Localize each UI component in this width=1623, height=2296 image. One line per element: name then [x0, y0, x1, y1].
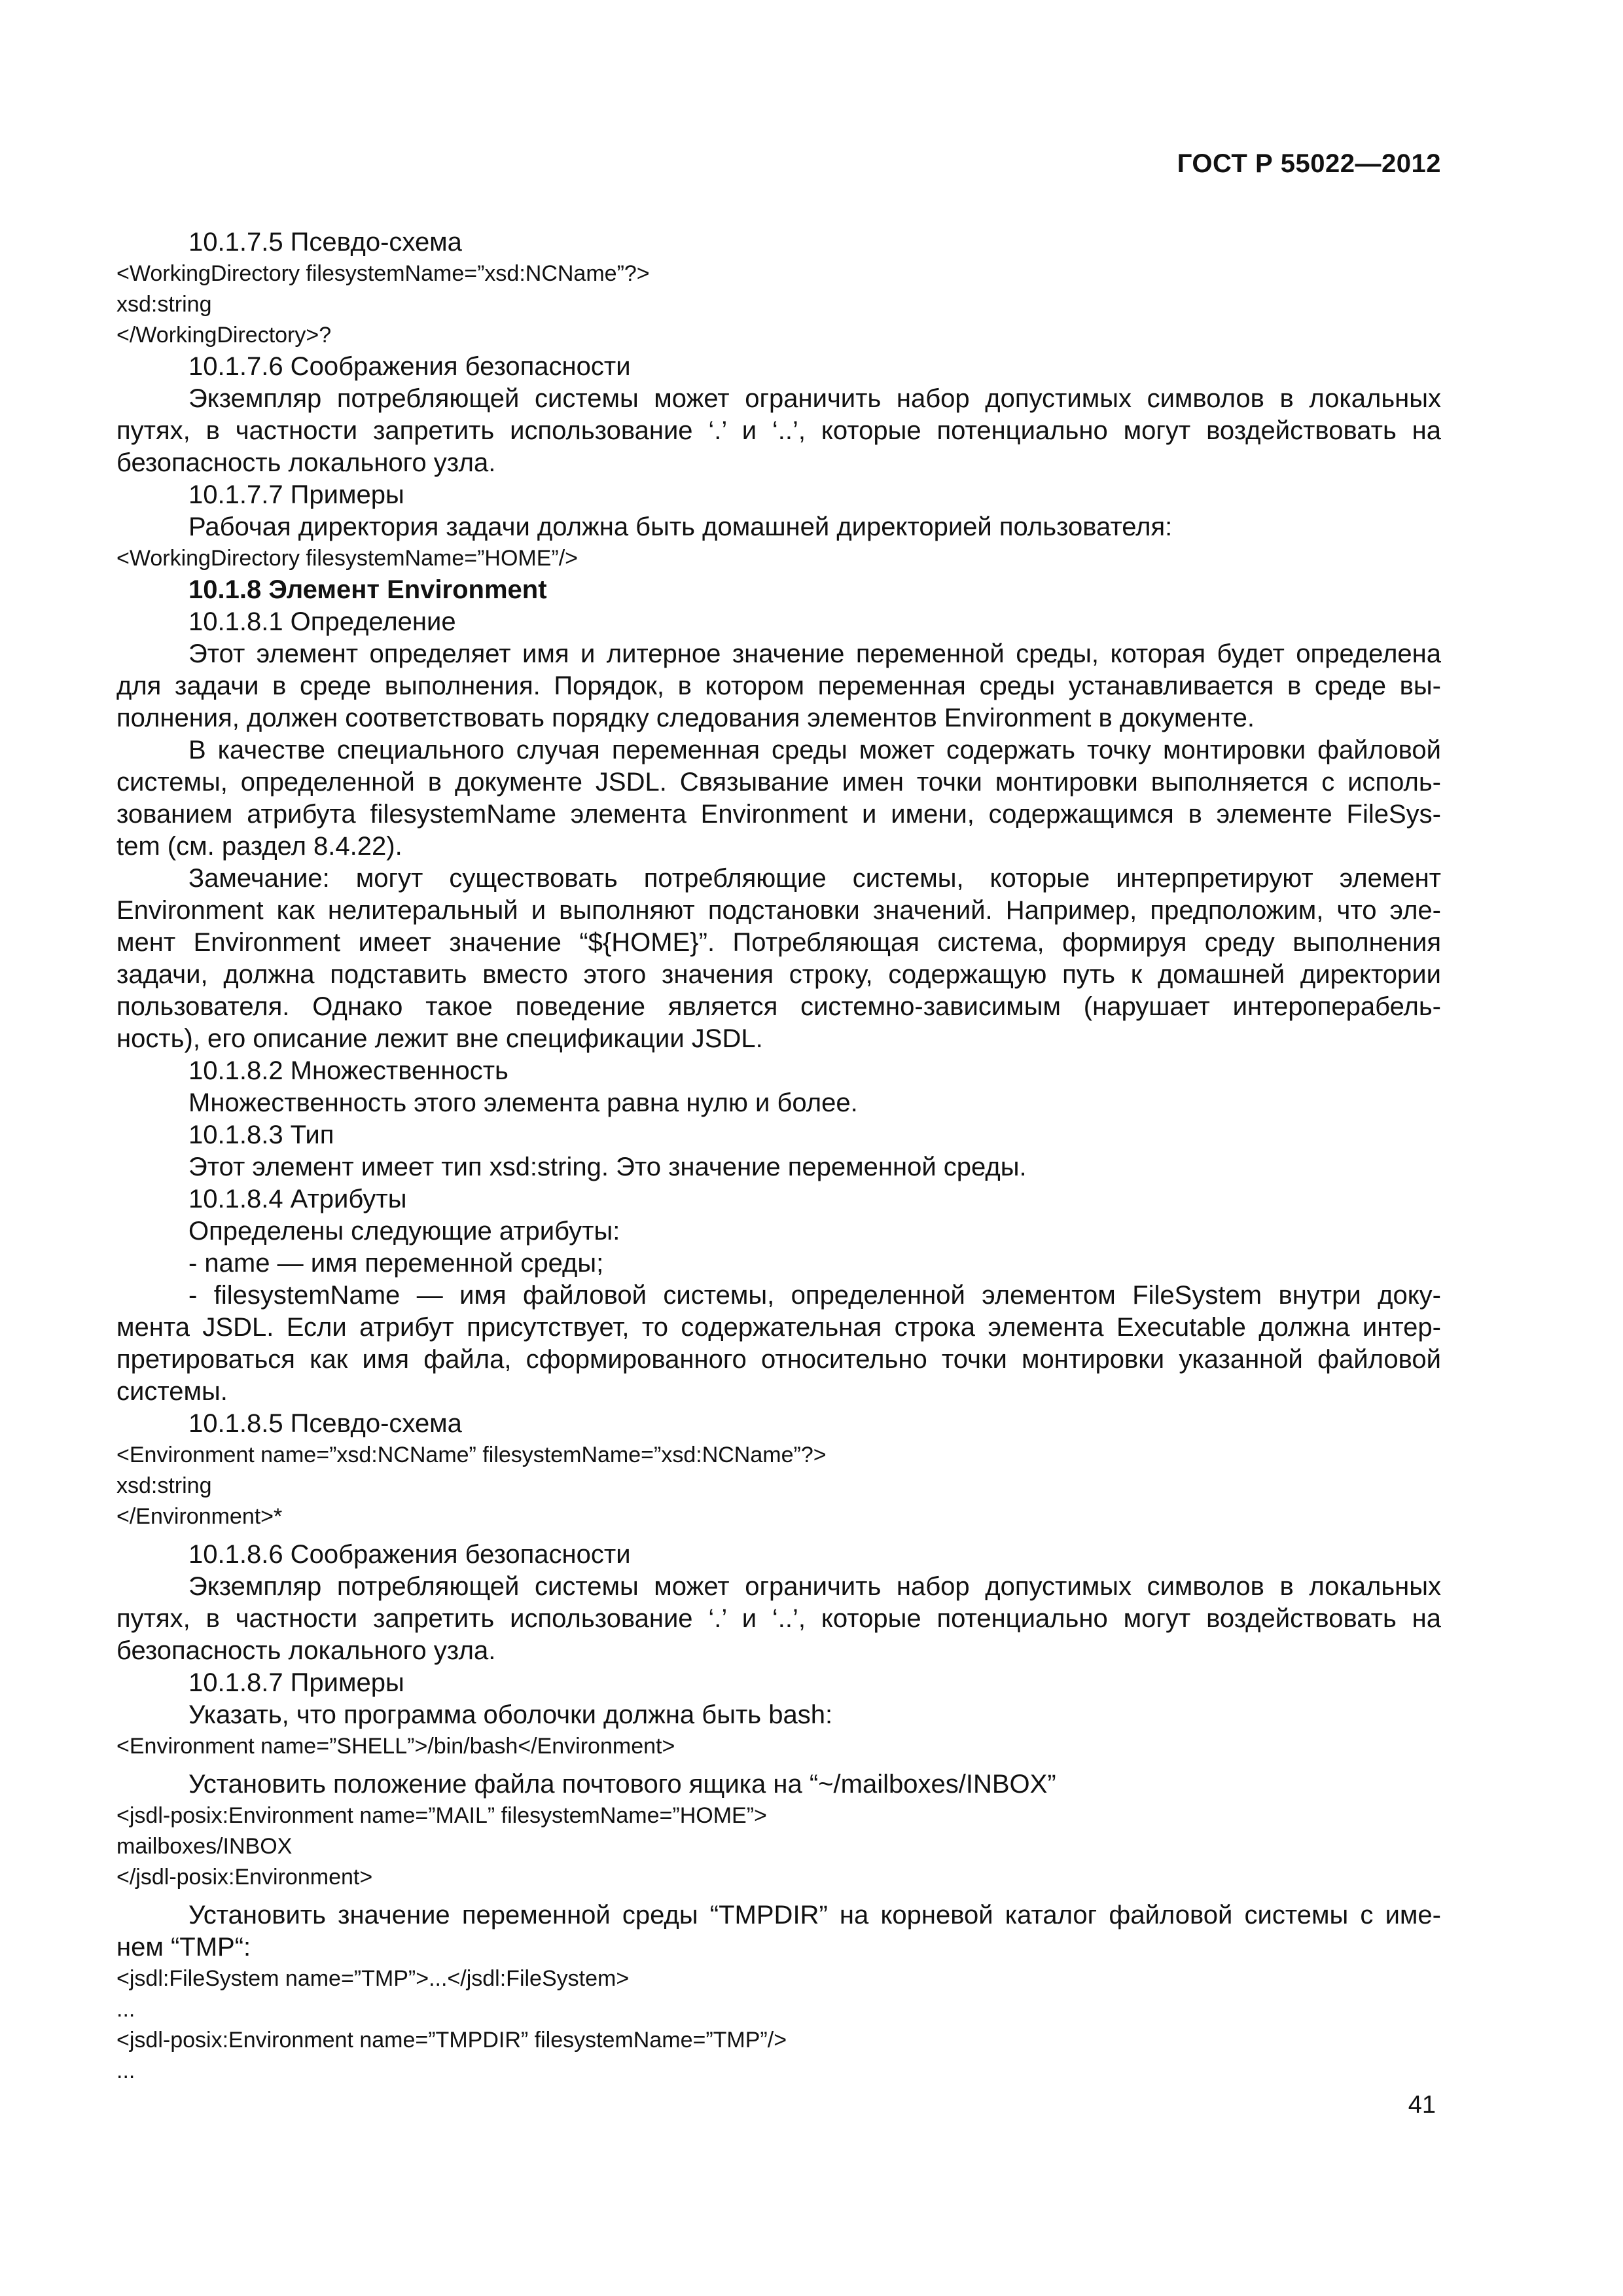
paragraph-line: Этот элемент определяет имя и литерное значение переменной среды, которая будет определена: [188, 639, 1441, 668]
code-line: mailboxes/INBOX: [116, 1834, 293, 1859]
indented-line: 10.1.8.7 Примеры: [188, 1668, 404, 1697]
paragraph-line: зованием атрибута filesystemName элемента Environment и имени, содержащимся в элементе FileSys-: [116, 800, 1441, 829]
code-line: <jsdl:FileSystem name=”TMP”>...</jsdl:FileSystem>: [116, 1966, 630, 1991]
paragraph-line: путях, в частности запретить использование ‘.’ и ‘..’, которые потенциально могут воздействовать на: [116, 416, 1441, 445]
paragraph-line: мент Environment имеет значение “${HOME}”. Потребляющая система, формируя среду выполнения: [116, 928, 1441, 957]
code-line: </WorkingDirectory>?: [116, 323, 332, 348]
paragraph-line: Установить значение переменной среды “TMPDIR” на корневой каталог файловой системы с име-: [188, 1901, 1441, 1929]
paragraph-line: Environment как нелитеральный и выполняют подстановки значений. Например, предположим, что эле-: [116, 896, 1441, 925]
paragraph-line: Экземпляр потребляющей системы может ограничить набор допустимых символов в локальных: [188, 384, 1441, 413]
indented-line: 10.1.8.6 Соображения безопасности: [188, 1540, 631, 1569]
document-body: [116, 226, 1441, 2087]
indented-line: Множественность этого элемента равна нулю и более.: [188, 1088, 858, 1117]
paragraph-line: задачи, должна подставить вместо этого значения строку, содержащую путь к домашней директории: [116, 960, 1441, 989]
spacer: [116, 1893, 1441, 1899]
code-line: <WorkingDirectory filesystemName=”xsd:NCName”?>: [116, 261, 650, 286]
spacer: [116, 1762, 1441, 1768]
indented-line: 10.1.8.3 Тип: [188, 1121, 334, 1149]
page-number: 41: [1408, 2091, 1436, 2119]
paragraph-line: Экземпляр потребляющей системы может ограничить набор допустимых символов в локальных: [188, 1572, 1441, 1601]
indented-line: 10.1.7.5 Псевдо-схема: [188, 228, 462, 257]
text-line: нем “TMP“:: [116, 1933, 251, 1962]
standard-designation: ГОСТ Р 55022—2012: [1177, 149, 1441, 178]
paragraph-line: пользователя. Однако такое поведение является системно-зависимым (нарушает интероперабель-: [116, 992, 1441, 1021]
code-line: xsd:string: [116, 1473, 212, 1498]
indented-line: 10.1.8.4 Атрибуты: [188, 1185, 407, 1213]
indented-line: 10.1.7.6 Соображения безопасности: [188, 352, 631, 381]
indented-line: 10.1.7.7 Примеры: [188, 480, 404, 509]
code-line: <Environment name=”xsd:NCName” filesystemName=”xsd:NCName”?>: [116, 1443, 827, 1467]
indented-line: Этот элемент имеет тип xsd:string. Это значение переменной среды.: [188, 1153, 1027, 1181]
indented-line: Рабочая директория задачи должна быть домашней директорией пользователя:: [188, 512, 1173, 541]
paragraph-line: для задачи в среде выполнения. Порядок, в котором переменная среды устанавливается в среде вы-: [116, 672, 1441, 700]
text-line: системы.: [116, 1377, 228, 1406]
indented-line: Установить положение файла почтового ящика на “~/mailboxes/INBOX”: [188, 1770, 1056, 1799]
indented-line: 10.1.8.5 Псевдо-схема: [188, 1409, 462, 1438]
code-line: ...: [116, 1997, 135, 2022]
text-line: ность), его описание лежит вне спецификации JSDL.: [116, 1024, 763, 1053]
paragraph-line: - filesystemName — имя файловой системы, определенной элементом FileSystem внутри доку-: [188, 1281, 1441, 1310]
code-line: ...: [116, 2058, 135, 2083]
paragraph-line: путях, в частности запретить использование ‘.’ и ‘..’, которые потенциально могут воздействовать на: [116, 1604, 1441, 1633]
paragraph-line: претироваться как имя файла, сформированного относительно точки монтировки указанной файловой: [116, 1345, 1441, 1374]
text-line: tem (см. раздел 8.4.22).: [116, 832, 402, 861]
indented-line: Указать, что программа оболочки должна быть bash:: [188, 1700, 833, 1729]
paragraph-line: мента JSDL. Если атрибут присутствует, то содержательная строка элемента Executable должна интер-: [116, 1313, 1441, 1342]
code-line: <jsdl-posix:Environment name=”TMPDIR” filesystemName=”TMP”/>: [116, 2028, 787, 2053]
paragraph-line: В качестве специального случая переменная среды может содержать точку монтировки файловой: [188, 736, 1441, 764]
paragraph-line: системы, определенной в документе JSDL. Связывание имен точки монтировки выполняется с исполь-: [116, 768, 1441, 797]
code-line: </Environment>*: [116, 1504, 283, 1529]
indented-line: - name — имя переменной среды;: [188, 1249, 604, 1278]
code-line: xsd:string: [116, 292, 212, 317]
text-line: полнения, должен соответствовать порядку следования элементов Environment в документе.: [116, 704, 1255, 732]
indented-line: 10.1.8.2 Множественность: [188, 1056, 508, 1085]
paragraph-line: Замечание: могут существовать потребляющие системы, которые интерпретируют элемент: [188, 864, 1441, 893]
code-line: <jsdl-posix:Environment name=”MAIL” filesystemName=”HOME”>: [116, 1803, 767, 1828]
code-line: <Environment name=”SHELL”>/bin/bash</Environment>: [116, 1734, 675, 1759]
spacer: [116, 1532, 1441, 1539]
code-line: </jsdl-posix:Environment>: [116, 1865, 373, 1890]
code-line: <WorkingDirectory filesystemName=”HOME”/>: [116, 546, 579, 571]
text-line: безопасность локального узла.: [116, 448, 496, 477]
text-line: безопасность локального узла.: [116, 1636, 496, 1665]
indented-line: Определены следующие атрибуты:: [188, 1217, 620, 1246]
indented-line: 10.1.8.1 Определение: [188, 607, 456, 636]
section-heading: 10.1.8 Элемент Environment: [188, 575, 547, 604]
